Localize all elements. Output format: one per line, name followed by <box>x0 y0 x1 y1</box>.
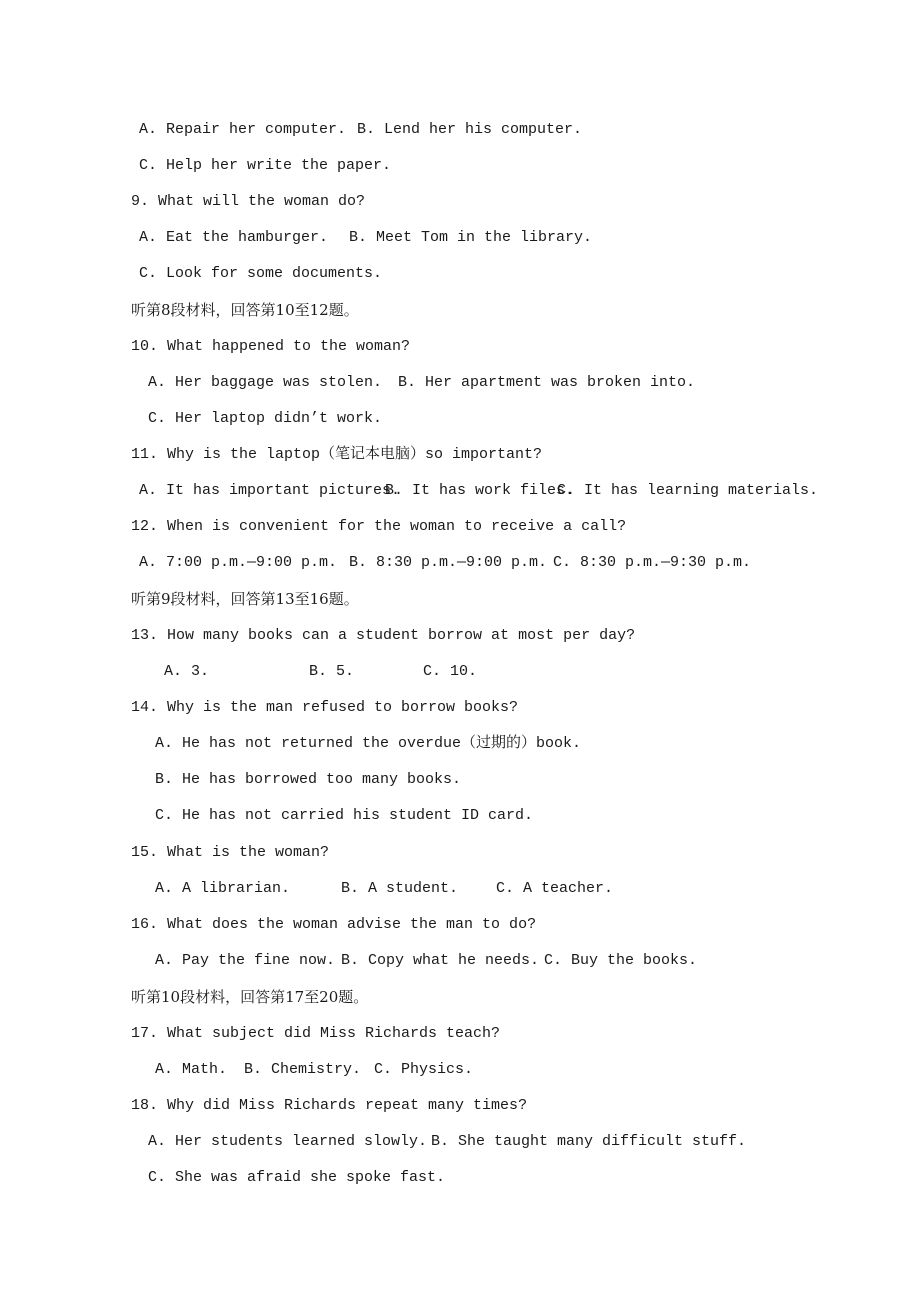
q14-option-a: A. He has not returned the overdue（过期的）book. <box>155 735 582 752</box>
q17-question: 17. What subject did Miss Richards teach? <box>131 1025 501 1042</box>
q11-option-a: A. It has important pictures. <box>139 482 401 499</box>
q14-option-b: B. He has borrowed too many books. <box>155 771 462 788</box>
q11-option-b: B. It has work files. <box>385 482 575 499</box>
q16-option-b: B. Copy what he needs. <box>341 952 540 969</box>
q16-option-c: C. Buy the books. <box>544 952 698 969</box>
q18-question: 18. Why did Miss Richards repeat many times? <box>131 1097 528 1114</box>
q9-option-a: A. Eat the hamburger. <box>139 229 329 246</box>
q13-option-a: A. 3. <box>164 663 210 680</box>
section-10-heading: 听第10段材料，回答第17至20题。 <box>131 988 369 1006</box>
q15-option-a: A. A librarian. <box>155 880 291 897</box>
q10-option-a: A. Her baggage was stolen. <box>148 374 383 391</box>
section-9-heading: 听第9段材料，回答第13至16题。 <box>131 590 359 608</box>
q12-option-c: C. 8:30 p.m.—9:30 p.m. <box>553 554 752 571</box>
q13-option-b: B. 5. <box>309 663 355 680</box>
q17-option-c: C. Physics. <box>374 1061 474 1078</box>
q15-option-c: C. A teacher. <box>496 880 614 897</box>
q10-option-c: C. Her laptop didn’t work. <box>148 410 383 427</box>
q18-option-c: C. She was afraid she spoke fast. <box>148 1169 446 1186</box>
q17-option-a: A. Math. <box>155 1061 228 1078</box>
q8-option-a: A. Repair her computer. <box>139 121 347 138</box>
q18-option-b: B. She taught many difficult stuff. <box>431 1133 747 1150</box>
q13-question: 13. How many books can a student borrow at most per day? <box>131 627 636 644</box>
q8-option-c: C. Help her write the paper. <box>139 157 392 174</box>
q9-option-b: B. Meet Tom in the library. <box>349 229 593 246</box>
q9-question: 9. What will the woman do? <box>131 193 366 210</box>
q8-option-b: B. Lend her his computer. <box>357 121 583 138</box>
q12-option-a: A. 7:00 p.m.—9:00 p.m. <box>139 554 338 571</box>
q14-option-c: C. He has not carried his student ID card. <box>155 807 534 824</box>
q11-option-c: C. It has learning materials. <box>557 482 819 499</box>
q11-question: 11. Why is the laptop（笔记本电脑）so important? <box>131 446 543 463</box>
section-8-heading: 听第8段材料，回答第10至12题。 <box>131 301 359 319</box>
q16-option-a: A. Pay the fine now. <box>155 952 336 969</box>
q10-question: 10. What happened to the woman? <box>131 338 411 355</box>
q18-option-a: A. Her students learned slowly. <box>148 1133 428 1150</box>
q15-question: 15. What is the woman? <box>131 844 330 861</box>
q10-option-b: B. Her apartment was broken into. <box>398 374 696 391</box>
q14-question: 14. Why is the man refused to borrow books? <box>131 699 519 716</box>
q15-option-b: B. A student. <box>341 880 459 897</box>
q16-question: 16. What does the woman advise the man to do? <box>131 916 537 933</box>
q13-option-c: C. 10. <box>423 663 478 680</box>
q12-question: 12. When is convenient for the woman to receive a call? <box>131 518 627 535</box>
q17-option-b: B. Chemistry. <box>244 1061 362 1078</box>
q9-option-c: C. Look for some documents. <box>139 265 383 282</box>
q12-option-b: B. 8:30 p.m.—9:00 p.m. <box>349 554 548 571</box>
